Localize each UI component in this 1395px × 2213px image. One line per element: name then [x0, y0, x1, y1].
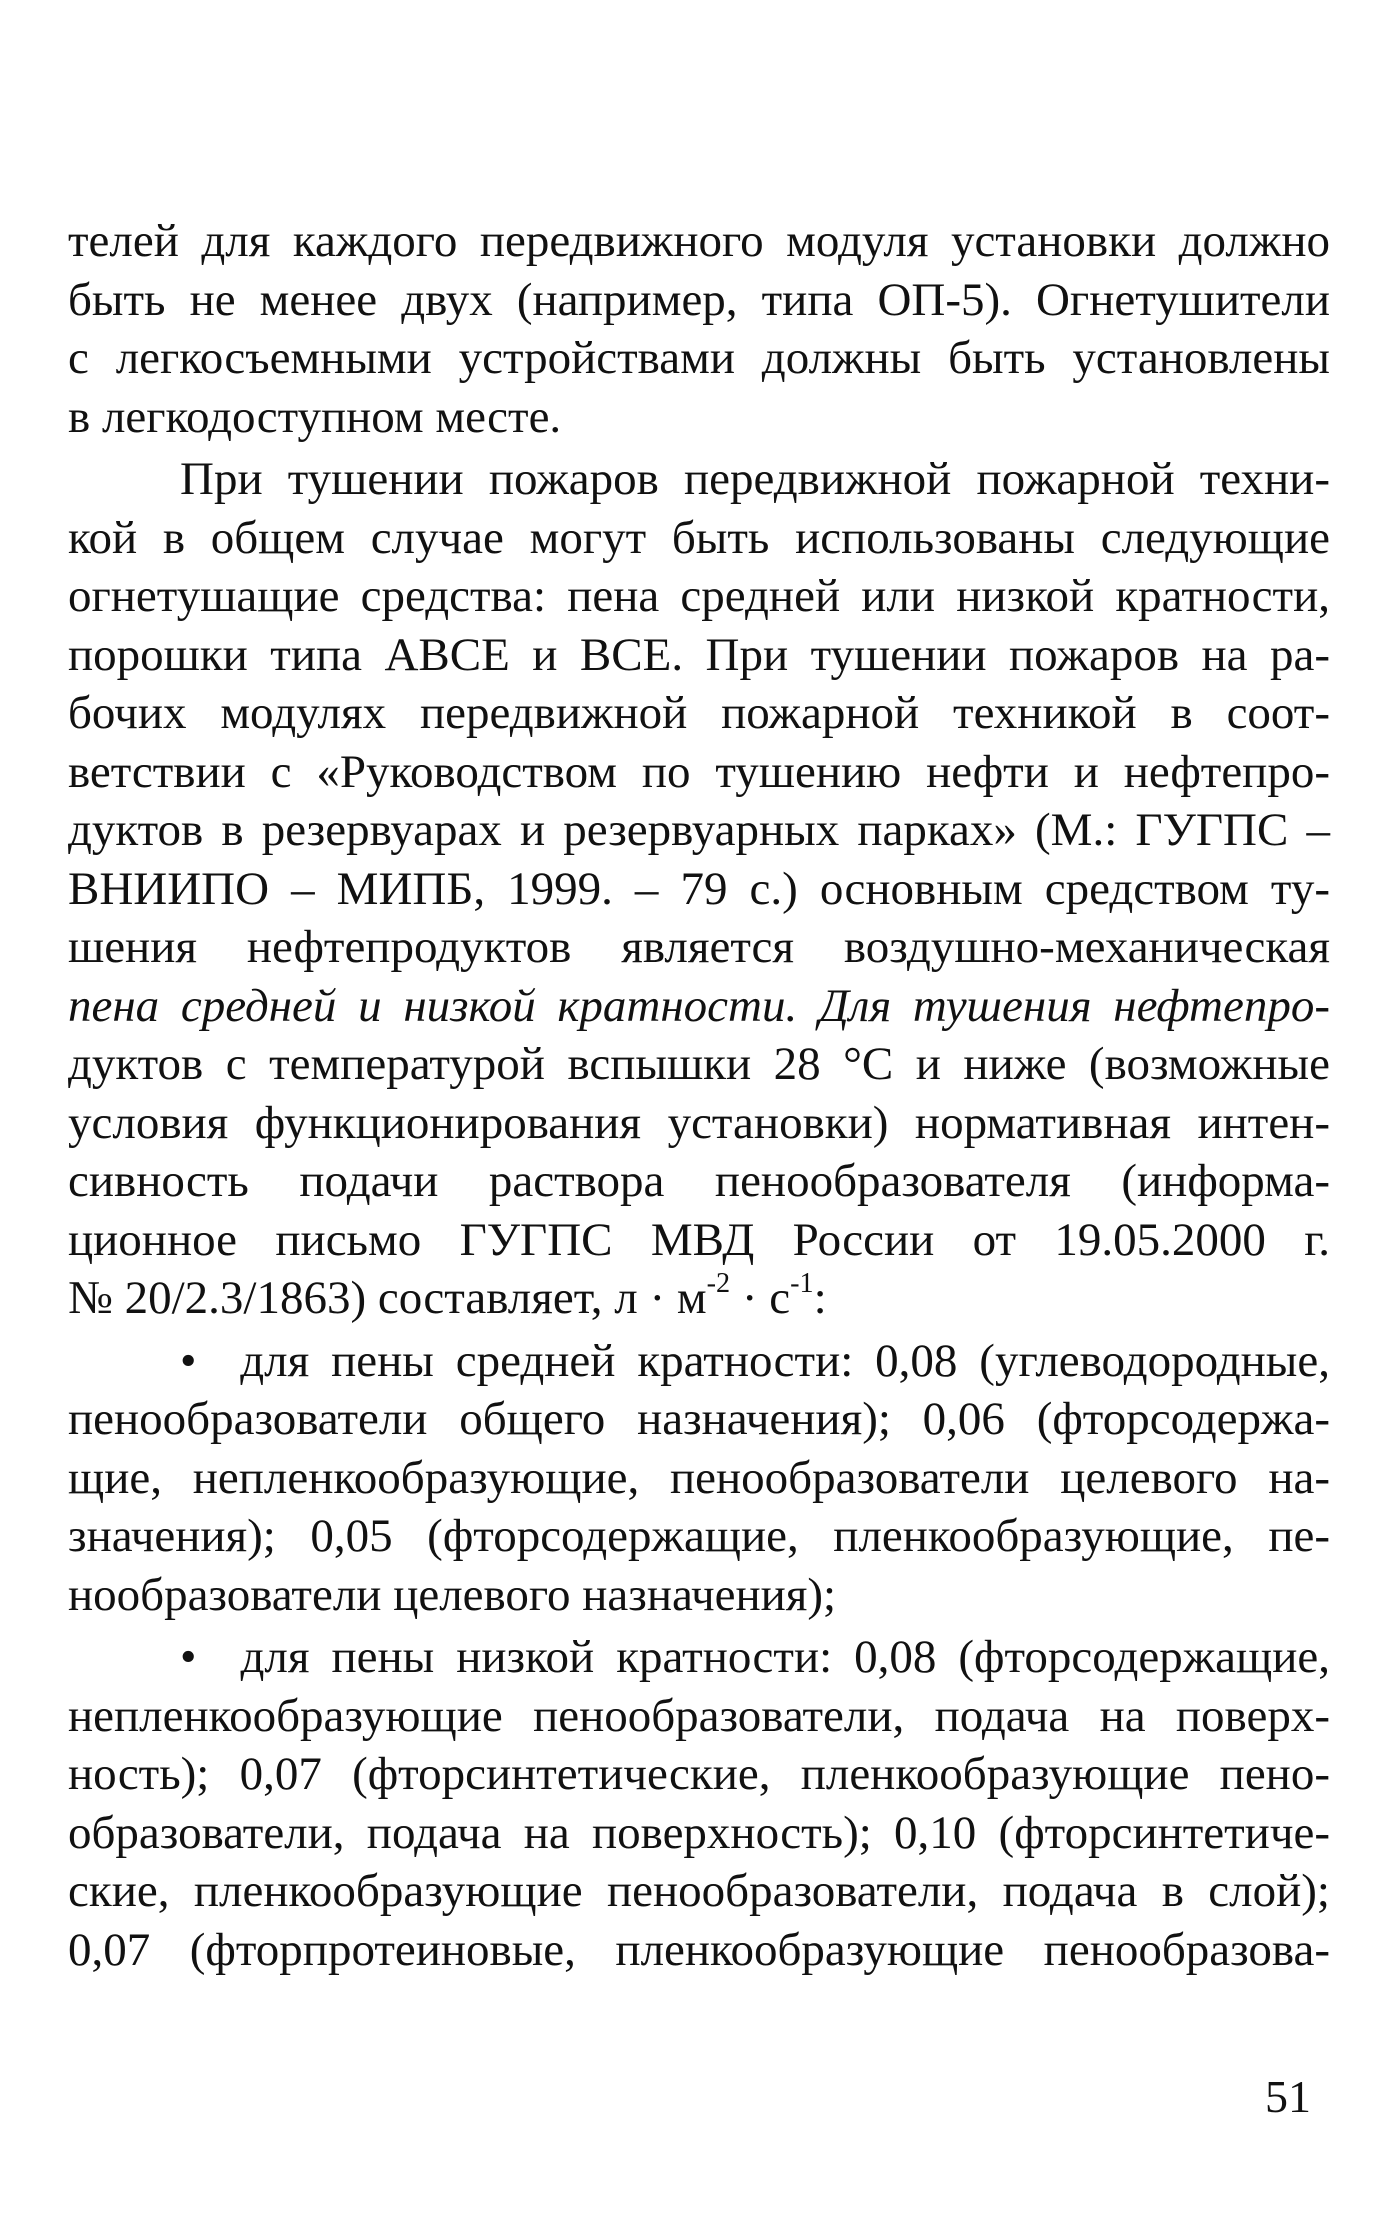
text-line: ские, пленкообразующие пенообразователи, подача в слой);: [68, 1865, 1330, 1917]
text-line: быть не менее двух (например, типа ОП-5). Огнетушители: [68, 273, 1330, 326]
superscript: -1: [790, 1268, 814, 1300]
superscript: -2: [706, 1268, 731, 1300]
text-line: образователи, подача на поверхность); 0,10 (фторсинтетиче-: [68, 1806, 1330, 1859]
text-line: порошки типа АВСЕ и ВСЕ. При тушении пожаров на ра-: [68, 628, 1330, 681]
text-line: пенообразователи общего назначения); 0,06 (фторсодержа-: [68, 1393, 1330, 1445]
text-line: дуктов с температурой вспышки 28 °С и ниже (возможные: [68, 1038, 1330, 1090]
text-line: сивность подачи раствора пенообразователя (информа-: [68, 1155, 1330, 1207]
text-line: с легкосъемными устройствами должны быть установлены: [68, 332, 1330, 384]
text-line: кой в общем случае могут быть использованы следующие: [68, 511, 1330, 564]
text-line: 0,07 (фторпротеиновые, пленкообразующие пенообразова-: [68, 1923, 1330, 1976]
text-line: бочих модулях передвижной пожарной техникой в соот-: [68, 687, 1330, 739]
bullet-text: для пены средней кратности: 0,08 (углеводородные,: [240, 1334, 1330, 1387]
italic-phrase: пена средней и низкой кратности.: [68, 979, 798, 1032]
text-line: в легкодоступном месте.: [68, 390, 562, 443]
page-number: 51: [1265, 2071, 1311, 2122]
text-line: нообразователи целевого назначения);: [68, 1568, 837, 1621]
text-line: ветствии с «Руководством по тушению нефти и нефтепро-: [68, 745, 1330, 798]
text-line-italic: [68, 977, 1330, 1036]
text-line: При тушении пожаров передвижной пожарной техни-: [180, 453, 1330, 505]
body-text: [68, 212, 1330, 1979]
text-line: ВНИИПО – МИПБ, 1999. – 79 с.) основным средством ту-: [68, 862, 1330, 915]
text-line: дуктов в резервуарах и резервуарных парках» (М.: ГУГПС –: [68, 804, 1330, 856]
bullet-item-first-line: [68, 1332, 1330, 1391]
text-line: шения нефтепродуктов является воздушно-механическая: [68, 921, 1330, 973]
italic-phrase: Для тушения нефтепро-: [797, 979, 1331, 1032]
text-line: условия функционирования установки) нормативная интен-: [68, 1096, 1330, 1149]
text-line: щие, непленкообразующие, пенообразователи целевого на-: [68, 1451, 1330, 1504]
bullet-text: для пены низкой кратности: 0,08 (фторсодержащие,: [240, 1631, 1331, 1683]
bullet-icon: •: [180, 1631, 197, 1683]
text-line: непленкообразующие пенообразователи, подача на поверх-: [68, 1689, 1330, 1742]
units-text: :: [813, 1272, 827, 1324]
text-line: значения); 0,05 (фторсодержащие, пленкообразующие, пе-: [68, 1510, 1330, 1562]
text-line: ционное письмо ГУГПС МВД России от 19.05.2000 г.: [68, 1213, 1330, 1266]
bullet-item-first-line: [68, 1628, 1330, 1687]
bullet-icon: •: [180, 1334, 197, 1387]
units-text: · с: [730, 1272, 791, 1324]
text-line: ность); 0,07 (фторсинтетические, пленкообразующие пено-: [68, 1748, 1330, 1800]
text-line-units: [68, 1269, 1330, 1328]
text-line: огнетушащие средства: пена средней или низкой кратности,: [68, 570, 1330, 622]
text-line: телей для каждого передвижного модуля установки должно: [68, 215, 1330, 267]
units-text: № 20/2.3/1863) составляет, л · м: [68, 1272, 707, 1324]
